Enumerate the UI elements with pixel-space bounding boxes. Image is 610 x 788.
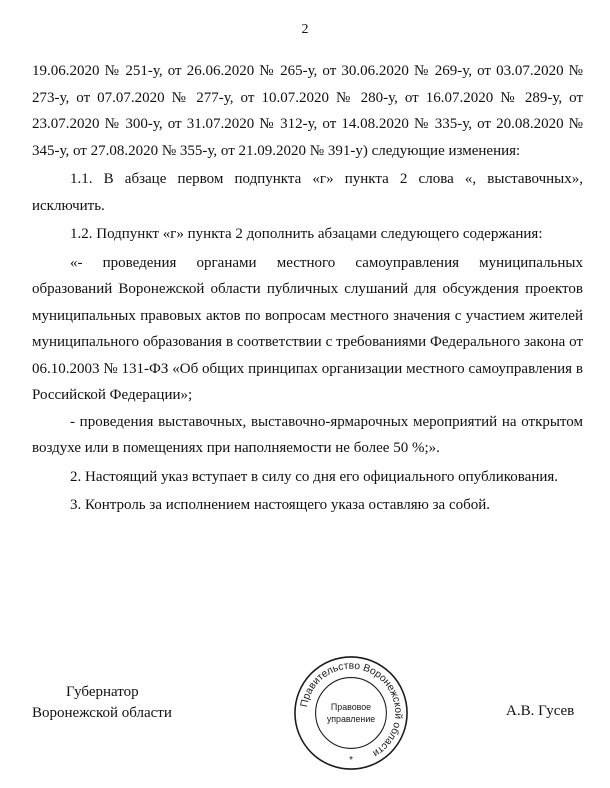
signatory-name: А.В. Гусев [506,703,575,719]
signatory-title-line1: Губернатор [66,684,139,700]
paragraph-quoted-hearings: «- проведения органами местного самоуправления муниципальных образований Воронежской области публичных слушаний для обсуждения проектов муниципальных правовых актов по вопросам местного значения с участием жителей муниципального образования в соответствии с требованиями Федерального закона от 06.10.2003 № 131-ФЗ «Об общих принципах организации местного самоуправления в Российской Федерации»; [32,254,583,403]
paragraph-3: 3. Контроль за исполнением настоящего указа оставляю за собой. [70,497,491,513]
seal-center-line1: Правовое [330,702,372,713]
paragraph-2: 2. Настоящий указ вступает в силу со дня его официального опубликования. [70,468,559,485]
seal-ring-text: Правительство Воронежской области [299,660,404,759]
signatory-title-line2: Воронежской области [32,705,172,721]
official-seal-icon [292,654,410,772]
seal-star: * [349,755,353,767]
paragraph-amendment-list: 19.06.2020 № 251-у, от 26.06.2020 № 265-у, от 30.06.2020 № 269-у, от 03.07.2020 № 273-у, от 07.07.2020 № 277-у, от 10.07.2020 № 280-у, от 16.07.2020 № 289-у, от 23.07.2020 № 300-у, от 31.07.2020 № 312-у, от 14.08.2020 № 335-у, от 20.08.2020 № 345-у, от 27.08.2020 № 355-у, от 21.09.2020 № 391-у) следующие изменения: [32,63,583,159]
paragraph-quoted-exhibitions: - проведения выставочных, выставочно-ярмарочных мероприятий на открытом воздухе или в помещениях при наполняемости не более 50 %;». [32,413,583,456]
document-body [32,58,583,519]
signatory-title [32,682,212,724]
page-number: 2 [301,22,309,37]
paragraph-1-2: 1.2. Подпункт «г» пункта 2 дополнить абзацами следующего содержания: [70,226,543,242]
paragraph-1-1: 1.1. В абзаце первом подпункта «г» пункта 2 слова «, выставочных», исключить. [32,171,583,214]
seal-center-line2: управление [326,713,376,724]
